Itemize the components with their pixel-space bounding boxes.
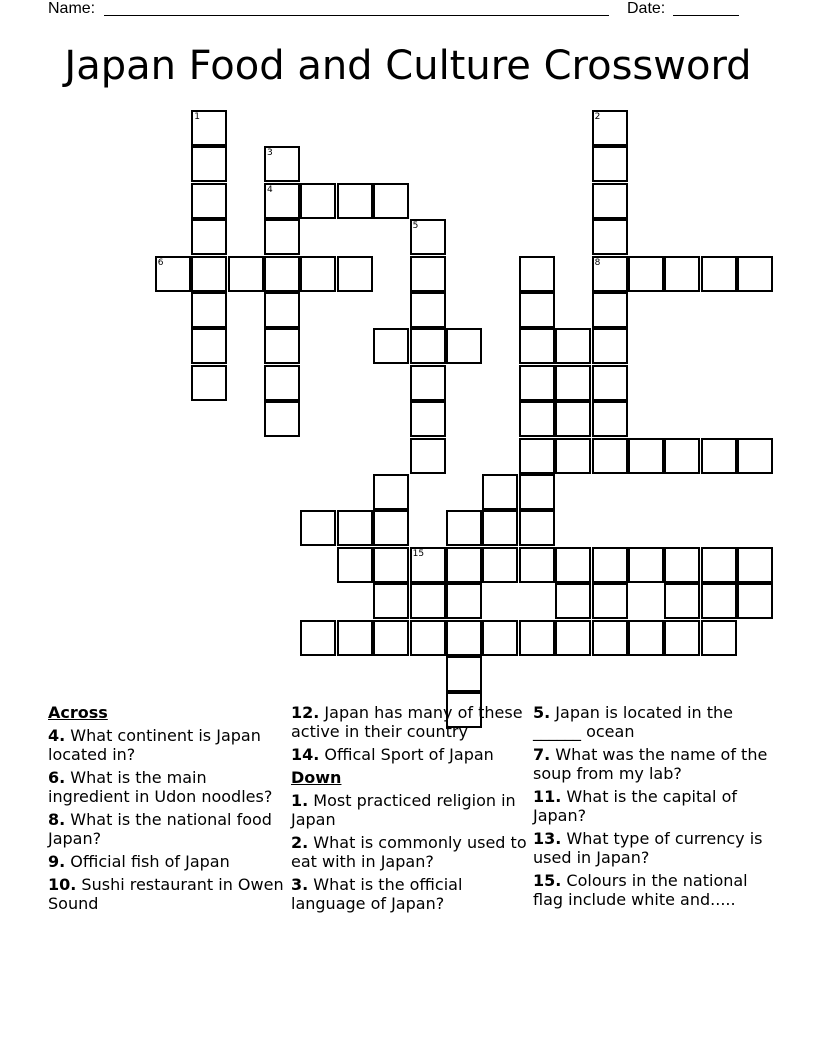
grid-cell[interactable] — [337, 510, 373, 546]
grid-cell[interactable] — [592, 183, 628, 219]
grid-cell[interactable] — [300, 510, 336, 546]
grid-cell[interactable] — [664, 620, 700, 656]
grid-cell[interactable] — [373, 510, 409, 546]
grid-cell[interactable] — [373, 547, 409, 583]
clue-item — [48, 726, 288, 764]
grid-cell[interactable] — [701, 256, 737, 292]
clue-number-label: 3 — [267, 148, 273, 159]
grid-cell[interactable] — [410, 401, 446, 437]
grid-cell[interactable] — [300, 620, 336, 656]
grid-cell[interactable] — [482, 510, 518, 546]
grid-cell[interactable] — [555, 365, 591, 401]
clue-text: What type of currency is used in Japan? — [533, 829, 763, 867]
grid-cell[interactable] — [519, 365, 555, 401]
across-heading: Across — [48, 703, 108, 722]
grid-cell[interactable] — [410, 328, 446, 364]
clue-item — [291, 745, 531, 764]
grid-cell[interactable] — [264, 146, 300, 182]
grid-cell[interactable] — [701, 583, 737, 619]
grid-cell[interactable] — [337, 547, 373, 583]
clue-text: Offical Sport of Japan — [319, 745, 494, 764]
clue-text: What is the official language of Japan? — [291, 875, 463, 913]
grid-cell[interactable] — [482, 547, 518, 583]
clue-number-label: 15 — [412, 548, 425, 559]
grid-cell[interactable] — [592, 365, 628, 401]
clue-item — [533, 871, 773, 909]
clue-text: Japan is located in the ______ ocean — [533, 703, 734, 741]
clue-item — [48, 875, 288, 913]
grid-cell[interactable] — [373, 583, 409, 619]
grid-cell[interactable] — [410, 583, 446, 619]
clue-item — [48, 810, 288, 848]
grid-cell[interactable] — [337, 183, 373, 219]
grid-cell[interactable] — [701, 438, 737, 474]
clue-number: 8. — [48, 810, 66, 829]
clue-number: 1. — [291, 791, 309, 810]
clue-text: What is commonly used to eat with in Japan? — [291, 833, 527, 871]
grid-cell[interactable] — [191, 183, 227, 219]
grid-cell[interactable] — [555, 620, 591, 656]
clue-number: 14. — [291, 745, 320, 764]
clue-column-2 — [291, 703, 531, 917]
clue-item — [48, 768, 288, 806]
clue-number: 5. — [533, 703, 551, 722]
name-label: Name: — [48, 0, 96, 17]
grid-cell[interactable] — [373, 474, 409, 510]
grid-cell[interactable] — [264, 256, 300, 292]
grid-cell[interactable] — [410, 365, 446, 401]
clue-number: 12. — [291, 703, 320, 722]
clue-number: 9. — [48, 852, 66, 871]
grid-cell[interactable] — [555, 583, 591, 619]
grid-cell[interactable] — [410, 438, 446, 474]
grid-cell[interactable] — [228, 256, 264, 292]
clue-number: 6. — [48, 768, 66, 787]
grid-cell[interactable] — [592, 438, 628, 474]
grid-cell[interactable] — [664, 438, 700, 474]
grid-cell[interactable] — [519, 438, 555, 474]
clue-number-label: 5 — [412, 221, 419, 232]
grid-cell[interactable] — [519, 256, 555, 292]
clue-number: 10. — [48, 875, 77, 894]
clue-item — [533, 829, 773, 867]
grid-cell[interactable] — [519, 328, 555, 364]
grid-cell[interactable] — [337, 620, 373, 656]
grid-cell[interactable] — [592, 547, 628, 583]
grid-cell[interactable] — [592, 583, 628, 619]
grid-cell[interactable] — [519, 401, 555, 437]
grid-cell[interactable] — [446, 547, 482, 583]
grid-cell[interactable] — [191, 146, 227, 182]
grid-cell[interactable] — [300, 183, 336, 219]
clue-item — [533, 787, 773, 825]
clue-text: What is the national food Japan? — [48, 810, 272, 848]
grid-cell[interactable] — [410, 256, 446, 292]
grid-cell[interactable] — [592, 292, 628, 328]
clue-item — [533, 745, 773, 783]
date-blank-line[interactable] — [673, 15, 739, 16]
grid-cell[interactable] — [555, 547, 591, 583]
grid-cell[interactable] — [628, 620, 664, 656]
clue-number-label: 8 — [594, 257, 601, 268]
grid-cell[interactable] — [373, 183, 409, 219]
grid-cell[interactable] — [264, 219, 300, 255]
grid-cell[interactable] — [373, 620, 409, 656]
grid-cell[interactable] — [664, 583, 700, 619]
grid-cell[interactable] — [264, 401, 300, 437]
name-date-header — [0, 0, 816, 20]
clue-column-1 — [48, 703, 288, 917]
clue-text: What is the capital of Japan? — [533, 787, 737, 825]
clue-number: 3. — [291, 875, 309, 894]
grid-cell[interactable] — [482, 474, 518, 510]
grid-cell[interactable] — [592, 401, 628, 437]
grid-cell[interactable] — [737, 583, 773, 619]
clue-text: Colours in the national flag include white and..... — [533, 871, 748, 909]
grid-cell[interactable] — [373, 328, 409, 364]
grid-cell[interactable] — [300, 256, 336, 292]
grid-cell[interactable] — [264, 183, 300, 219]
grid-cell[interactable] — [264, 365, 300, 401]
grid-cell[interactable] — [519, 547, 555, 583]
grid-cell[interactable] — [446, 583, 482, 619]
grid-cell[interactable] — [410, 620, 446, 656]
name-blank-line[interactable] — [104, 15, 609, 16]
clue-text: Most practiced religion in Japan — [291, 791, 516, 829]
clue-text: Japan has many of these active in their country — [291, 703, 523, 741]
grid-cell[interactable] — [264, 292, 300, 328]
grid-cell[interactable] — [592, 620, 628, 656]
grid-cell[interactable] — [410, 547, 446, 583]
clue-number-label: 6 — [157, 257, 164, 268]
grid-cell[interactable] — [592, 328, 628, 364]
clue-item — [291, 791, 531, 829]
clue-text: Sushi restaurant in Owen Sound — [48, 875, 284, 913]
grid-cell[interactable] — [264, 328, 300, 364]
clue-item — [291, 703, 531, 741]
clue-number: 4. — [48, 726, 66, 745]
clue-number: 13. — [533, 829, 562, 848]
grid-cell[interactable] — [191, 365, 227, 401]
grid-cell[interactable] — [410, 292, 446, 328]
grid-cell[interactable] — [737, 438, 773, 474]
grid-cell[interactable] — [664, 256, 700, 292]
grid-cell[interactable] — [555, 438, 591, 474]
grid-cell[interactable] — [446, 656, 482, 692]
grid-cell[interactable] — [191, 219, 227, 255]
grid-cell[interactable] — [446, 620, 482, 656]
grid-cell[interactable] — [701, 547, 737, 583]
clue-text: Official fish of Japan — [65, 852, 230, 871]
grid-cell[interactable] — [592, 256, 628, 292]
grid-cell[interactable] — [519, 292, 555, 328]
clue-text: What was the name of the soup from my lab? — [533, 745, 768, 783]
grid-cell[interactable] — [628, 438, 664, 474]
clue-item — [291, 833, 531, 871]
clue-number: 15. — [533, 871, 562, 890]
grid-cell[interactable] — [191, 256, 227, 292]
grid-cell[interactable] — [737, 547, 773, 583]
grid-cell[interactable] — [191, 292, 227, 328]
grid-cell[interactable] — [737, 256, 773, 292]
grid-cell[interactable] — [446, 328, 482, 364]
page-title: Japan Food and Culture Crossword — [64, 43, 752, 89]
clue-number: 11. — [533, 787, 562, 806]
grid-cell[interactable] — [446, 510, 482, 546]
grid-cell[interactable] — [519, 474, 555, 510]
grid-cell[interactable] — [410, 219, 446, 255]
grid-cell[interactable] — [664, 547, 700, 583]
grid-cell[interactable] — [191, 110, 227, 146]
clue-column-3 — [533, 703, 773, 913]
clue-number: 2. — [291, 833, 309, 852]
grid-cell[interactable] — [337, 256, 373, 292]
grid-cell[interactable] — [701, 620, 737, 656]
clue-number: 7. — [533, 745, 551, 764]
grid-cell[interactable] — [555, 328, 591, 364]
clue-number-label: 4 — [267, 184, 273, 195]
grid-cell[interactable] — [592, 146, 628, 182]
grid-cell[interactable] — [592, 219, 628, 255]
grid-cell[interactable] — [592, 110, 628, 146]
clue-text: What continent is Japan located in? — [48, 726, 261, 764]
clue-item — [291, 875, 531, 913]
grid-cell[interactable] — [628, 547, 664, 583]
grid-cell[interactable] — [155, 256, 191, 292]
clue-number-label: 1 — [194, 112, 200, 122]
grid-cell[interactable] — [519, 620, 555, 656]
clue-number-label: 2 — [594, 112, 601, 122]
clue-item — [533, 703, 773, 741]
clue-text: What is the main ingredient in Udon noodles? — [48, 768, 273, 806]
grid-cell[interactable] — [628, 256, 664, 292]
clue-item — [48, 852, 288, 871]
grid-cell[interactable] — [191, 328, 227, 364]
down-heading: Down — [291, 768, 342, 787]
grid-cell[interactable] — [519, 510, 555, 546]
date-label: Date: — [627, 0, 666, 17]
grid-cell[interactable] — [482, 620, 518, 656]
grid-cell[interactable] — [555, 401, 591, 437]
